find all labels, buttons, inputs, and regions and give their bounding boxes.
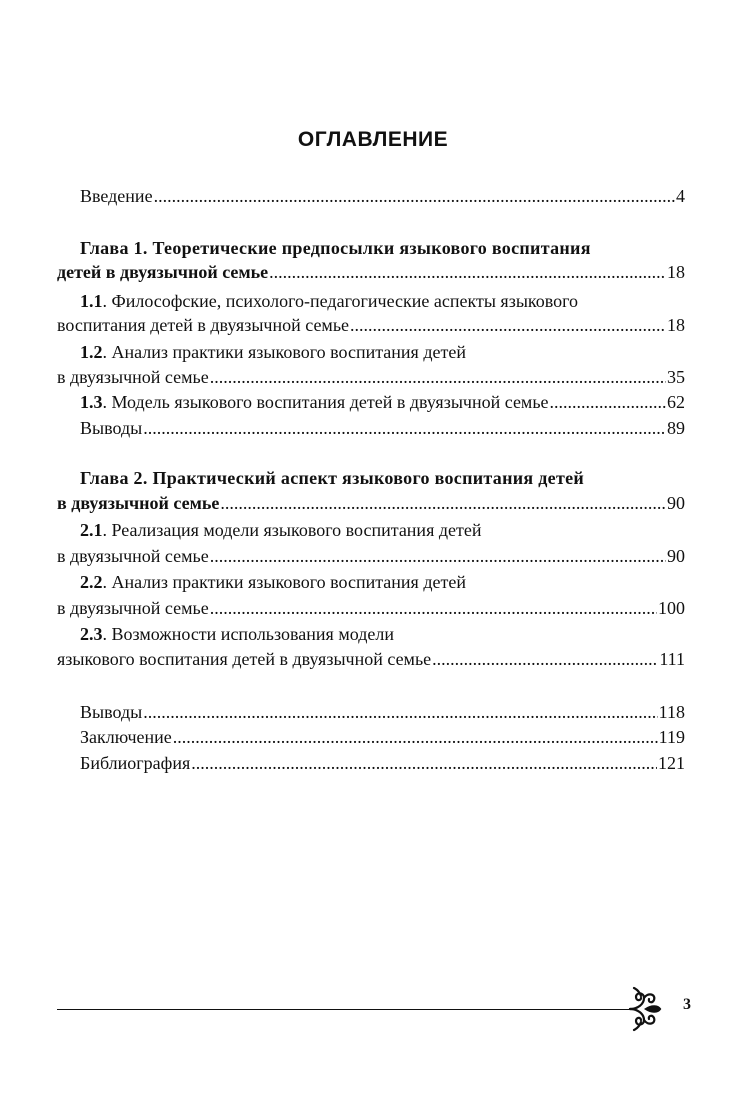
toc-entry-page: 90 [667,493,685,513]
toc-entry-text: в двуязычной семье [57,493,220,513]
toc-entry-text: Библиография [80,753,191,773]
toc-entry-text: детей в двуязычной семье [57,262,269,282]
section-number: 1.3 [80,392,103,412]
section-1-1-line1 [80,289,578,313]
toc-entry-text: Выводы [80,418,143,438]
toc-entry-text: в двуязычной семье [57,546,209,566]
section-2-3-line1 [80,622,394,646]
section-number: 1.2 [80,342,103,362]
page-number: 3 [683,996,691,1013]
section-2-2-line2 [57,596,685,620]
chapter-1-heading-line1: Глава 1. Теоретические предпосылки языкового воспитания [80,238,591,258]
section-2-2-line1 [80,570,466,594]
page-title: ОГЛАВЛЕНИЕ [297,128,449,151]
toc-entry-page: 119 [658,727,685,747]
section-title: . Модель языкового воспитания детей в двуязычной семье [102,392,549,412]
decorative-flourish-icon [624,984,664,1032]
section-2-1-line2 [57,544,685,568]
toc-entry-page: 62 [667,392,685,412]
toc-entry-page: 4 [676,186,685,206]
toc-entry-page: 89 [667,418,685,438]
toc-entry-text: Введение [80,186,153,206]
toc-entry-chapter-1-conclusions [80,416,685,440]
toc-entry-page: 18 [667,315,685,335]
toc-entry-page: 118 [658,702,685,722]
section-title: . Реализация модели языкового воспитания детей [102,520,482,540]
toc-entry-page: 90 [667,546,685,566]
toc-entry-intro [80,184,685,208]
section-1-2-line2 [57,365,685,389]
toc-entry-page: 111 [659,649,685,669]
section-number: 2.3 [80,624,103,644]
section-number: 2.1 [80,520,103,540]
toc-entry-page: 35 [667,367,685,387]
toc-entry-bibliography [80,751,685,775]
section-number: 1.1 [80,291,103,311]
section-number: 2.2 [80,572,103,592]
toc-entry-text: воспитания детей в двуязычной семье [57,315,350,335]
chapter-2-heading-line1: Глава 2. Практический аспект языкового воспитания детей [80,468,585,488]
toc-entry-text: Заключение [80,727,172,747]
section-2-3-line2 [57,647,685,671]
section-title: . Возможности использования модели [102,624,394,644]
section-title: . Анализ практики языкового воспитания детей [102,342,466,362]
section-title: . Философские, психолого-педагогические аспекты языкового [102,291,579,311]
toc-entry-text: в двуязычной семье [57,367,209,387]
chapter-1-heading-line2 [57,260,685,284]
toc-entry-text: в двуязычной семье [57,598,209,618]
section-1-3 [80,390,685,414]
toc-entry-text: Выводы [80,702,143,722]
toc-entry-page: 121 [658,753,685,773]
toc-entry-page: 100 [658,598,685,618]
toc-entry-text: языкового воспитания детей в двуязычной семье [57,649,432,669]
toc-entry-final-conclusions [80,700,685,724]
toc-entry-page: 18 [667,262,685,282]
section-2-1-line1 [80,518,481,542]
section-1-1-line2 [57,313,685,337]
chapter-2-heading-line2 [57,491,685,515]
toc-entry-conclusion [80,725,685,749]
section-title: . Анализ практики языкового воспитания детей [102,572,466,592]
footer-rule [57,1009,630,1010]
section-1-2-line1 [80,340,466,364]
